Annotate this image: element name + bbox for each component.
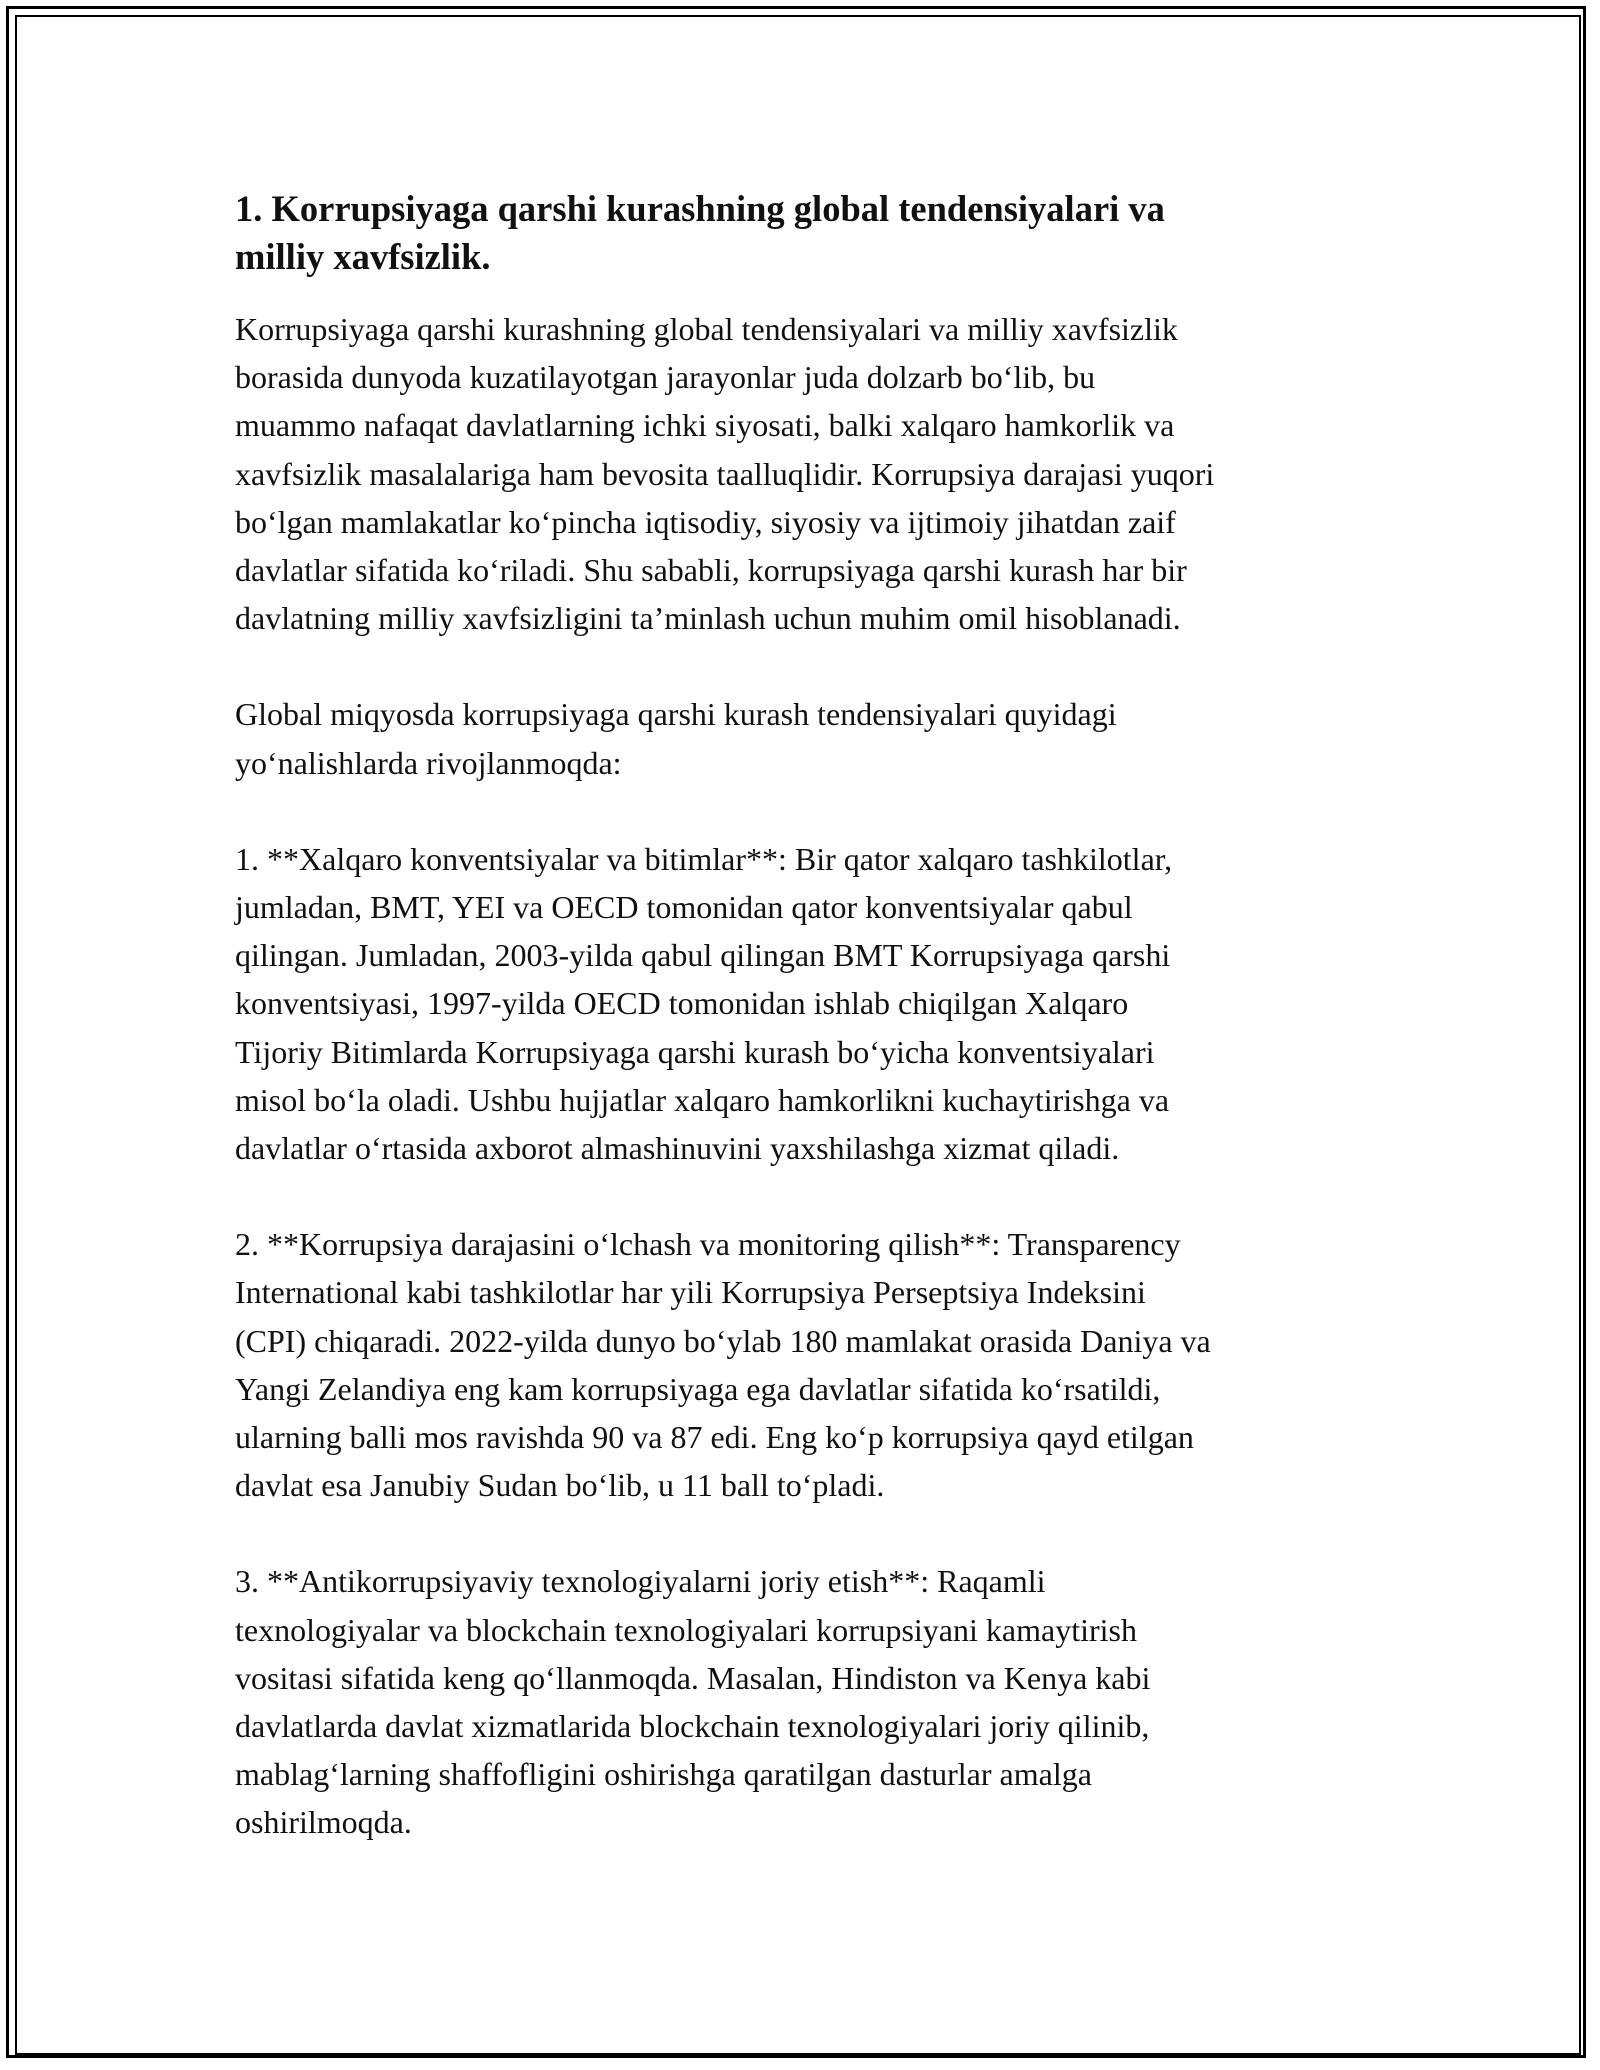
paragraph-item-3: 3. **Antikorrupsiyaviy texnologiyalarni joriy etish**: Raqamli texnologiyalar va blockchain texnologiyalari korrupsiyani kamaytirish vositasi sifatida keng qo‘llanmoqda. Masalan, Hindiston va Kenya kabi davlatlarda davlat xizmatlarida blockchain texnologiyalari joriy qilinib, mablag‘larning shaffofligini oshirishga qaratilgan dasturlar amalga oshirilmoqda. (235, 1563, 1151, 1841)
paragraph-item-2: 2. **Korrupsiya darajasini o‘lchash va monitoring qilish**: Transparency International kabi tashkilotlar har yili Korrupsiya Perseptsiya Indeksini (CPI) chiqaradi. 2022-yilda dunyo bo‘ylab 180 mamlakat orasida Daniya va Yangi Zelandiya eng kam korrupsiyaga ega davlatlar sifatida ko‘rsatildi, ularning balli mos ravishda 90 va 87 edi. Eng ko‘p korrupsiya qayd etilgan davlat esa Janubiy Sudan bo‘lib, u 11 ball to‘pladi. (235, 1226, 1211, 1504)
paragraph-intro: Korrupsiyaga qarshi kurashning global tendensiyalari va milliy xavfsizlik borasida dunyoda kuzatilayotgan jarayonlar juda dolzarb bo‘lib, bu muammo nafaqat davlatlarning ichki siyosati, balki xalqaro hamkorlik va xavfsizlik masalalariga ham bevosita taalluqlidir. Korrupsiya darajasi yuqori bo‘lgan mamlakatlar ko‘pincha iqtisodiy, siyosiy va ijtimoiy jihatdan zaif davlatlar sifatida ko‘riladi. Shu sababli, korrupsiyaga qarshi kurash har bir davlatning milliy xavfsizligini ta’minlash uchun muhim omil hisoblanadi. (235, 311, 1215, 637)
section-heading: 1. Korrupsiyaga qarshi kurashning global tendensiyalari va milliy xavfsizlik. (235, 188, 1165, 277)
paragraph-trends-lead: Global miqyosda korrupsiyaga qarshi kurash tendensiyalari quyidagi yo‘nalishlarda rivojlanmoqda: (235, 696, 1117, 781)
paragraph-item-1: 1. **Xalqaro konventsiyalar va bitimlar**: Bir qator xalqaro tashkilotlar, jumladan, BMT, YEI va OECD tomonidan qator konventsiyalar qabul qilingan. Jumladan, 2003-yilda qabul qilingan BMT Korrupsiyaga qarshi konventsiyasi, 1997-yilda OECD tomonidan ishlab chiqilgan Xalqaro Tijoriy Bitimlarda Korrupsiyaga qarshi kurash bo‘yicha konventsiyalari misol bo‘la oladi. Ushbu hujjatlar xalqaro hamkorlikni kuchaytirishga va davlatlar o‘rtasida axborot almashinuvini yaxshilashga xizmat qiladi. (235, 840, 1173, 1167)
document-body (235, 185, 1375, 1895)
